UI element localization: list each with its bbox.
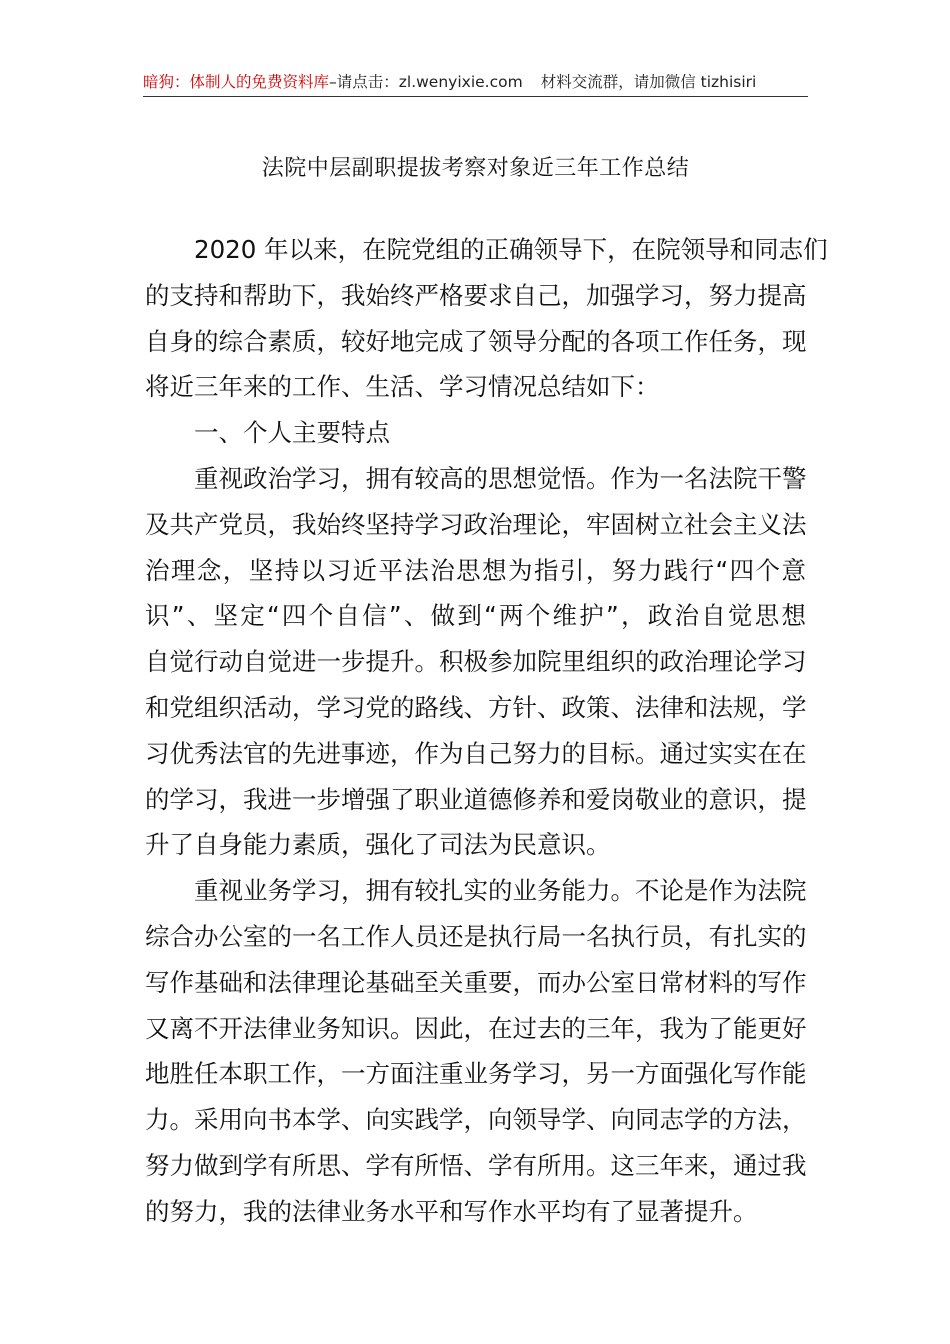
paragraph-line: 努力做到学有所思、学有所悟、学有所用。这三年来，通过我	[145, 1150, 807, 1180]
document-title: 法院中层副职提拔考察对象近三年工作总结	[261, 156, 690, 181]
paragraph-line: 自身的综合素质，较好地完成了领导分配的各项工作任务，现	[145, 326, 807, 356]
paragraph-line: 力。采用向书本学、向实践学，向领导学、向同志学的方法，	[145, 1105, 807, 1135]
paragraph-line: 重视业务学习，拥有较扎实的业务能力。不论是作为法院	[194, 876, 807, 906]
paragraph-line: 写作基础和法律理论基础至关重要，而办公室日常材料的写作	[145, 967, 807, 997]
paragraph-line: 将近三年来的工作、生活、学习情况总结如下：	[145, 372, 660, 402]
paragraph-line: 又离不开法律业务知识。因此，在过去的三年，我为了能更好	[145, 1013, 807, 1043]
paragraph-line: 升了自身能力素质，强化了司法为民意识。	[145, 830, 611, 860]
paragraph-line: 和党组织活动，学习党的路线、方针、政策、法律和法规，学	[145, 692, 807, 722]
paragraph-line: 2020 年以来，在院党组的正确领导下，在院领导和同志们	[194, 235, 828, 264]
header-brand: 暗狗：体制人的免费资料库	[143, 73, 330, 91]
paragraph-line: 识”、坚定“四个自信”、做到“两个维护”，政治自觉思想	[145, 601, 806, 631]
section-heading: 一、个人主要特点	[194, 418, 390, 448]
paragraph-line: 治理念，坚持以习近平法治思想为指引，努力践行“四个意	[145, 555, 806, 585]
page-header	[143, 70, 808, 94]
paragraph-line: 地胜任本职工作，一方面注重业务学习，另一方面强化写作能	[145, 1059, 807, 1089]
header-contact: 材料交流群，请加微信 tizhisiri	[540, 73, 757, 91]
paragraph-line: 的学习，我进一步增强了职业道德修养和爱岗敬业的意识，提	[145, 784, 807, 814]
paragraph-line: 自觉行动自觉进一步提升。积极参加院里组织的政治理论学习	[145, 647, 807, 677]
document-body	[145, 227, 828, 1235]
paragraph-line: 综合办公室的一名工作人员还是执行局一名执行员，有扎实的	[145, 921, 807, 951]
paragraph-line: 及共产党员，我始终坚持学习政治理论，牢固树立社会主义法	[145, 509, 807, 539]
paragraph-line: 的努力，我的法律业务水平和写作水平均有了显著提升。	[145, 1196, 758, 1226]
paragraph-line: 习优秀法官的先进事迹，作为自己努力的目标。通过实实在在	[145, 738, 807, 768]
paragraph-line: 重视政治学习，拥有较高的思想觉悟。作为一名法院干警	[194, 463, 807, 493]
header-divider	[143, 96, 808, 97]
header-link-prompt[interactable]: –请点击：zl.wenyixie.com	[329, 73, 523, 91]
paragraph-line: 的支持和帮助下，我始终严格要求自己，加强学习，努力提高	[145, 280, 807, 310]
